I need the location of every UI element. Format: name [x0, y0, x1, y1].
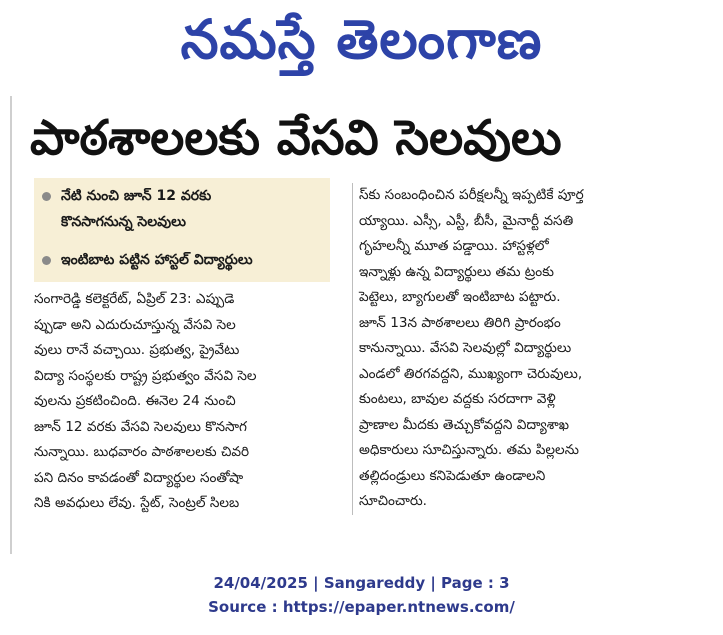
body-line: ఇన్నాళ్లు ఉన్న విద్యార్థులు తమ ట్రంకు	[359, 263, 554, 280]
bullet-icon	[42, 256, 51, 265]
body-line: వులు రానే వచ్చాయి. ప్రభుత్వ, ప్రైవేటు	[34, 342, 240, 358]
footer-meta: 24/04/2025 | Sangareddy | Page : 3	[213, 574, 510, 592]
body-line: విద్యా సంస్థలకు రాష్ట్ర ప్రభుత్వం వేసవి సెల	[34, 367, 257, 384]
body-line: పని దినం కావడంతో విద్యార్థుల సంతోషా	[34, 469, 244, 486]
body-line: ప్పుడా అని ఎదురుచూస్తున్న వేసవి సెల	[34, 316, 236, 333]
body-line: సూచించారు.	[359, 493, 428, 509]
body-line: స్‌కు సంబంధించిన పరీక్షలన్నీ ఇప్పటికే పూర్త	[359, 187, 584, 203]
body-line: య్యాయి. ఎస్సీ, ఎస్టీ, బీసీ, మైనార్టీ వసతి	[359, 212, 574, 229]
body-line: అధికారులు సూచిస్తున్నారు. తమ పిల్లలను	[359, 442, 579, 458]
body-line: జూన్ 12 వరకు వేసవి సెలవులు కొనసాగ	[34, 418, 247, 435]
highlights-box	[34, 178, 330, 282]
newspaper-logo: నమస్తే తెలంగాణ	[180, 7, 543, 71]
masthead	[0, 0, 723, 78]
highlight-1	[42, 184, 211, 209]
highlight-1-continued: కొనసాగనున్న సెలవులు	[61, 214, 186, 230]
highlight-1-line1: నేటి నుంచి జూన్ 12 వరకు	[61, 188, 212, 204]
article-left-column	[34, 287, 334, 517]
bullet-icon	[42, 192, 51, 201]
footer-source: Source : https://epaper.ntnews.com/	[208, 598, 515, 616]
body-line: వులను ప్రకటించింది. ఈనెల 24 నుంచి	[34, 393, 236, 409]
body-line: గృహలన్నీ మూత పడ్డాయి. హాస్టళ్లలో	[359, 238, 549, 254]
highlight-2-line1: ఇంటిబాట పట్టిన హాస్టల్ విద్యార్థులు	[61, 252, 253, 268]
body-line: కుంటలు, బావుల వద్దకు సరదాగా వెళ్లి	[359, 391, 556, 407]
body-line: ఎండలో తిరగవద్దని, ముఖ్యంగా చెరువులు,	[359, 365, 583, 382]
article-right-column	[352, 183, 673, 515]
body-line: నున్నాయి. బుధవారం పాఠశాలలకు చివరి	[34, 444, 250, 460]
body-line: పెట్టెలు, బ్యాగులతో ఇంటిబాట పట్టారు.	[359, 289, 561, 305]
article-headline: పాఠశాలలకు వేసవి సెలవులు	[30, 110, 562, 166]
body-line: జూన్ 13న పాఠశాలలు తిరిగి ప్రారంభం	[359, 314, 561, 331]
body-line: కానున్నాయి. వేసవి సెలవుల్లో విద్యార్థులు	[359, 340, 572, 356]
body-line: తల్లిదండ్రులు కనిపెడుతూ ఉండాలని	[359, 467, 546, 484]
body-line: నికి అవధులు లేవు. స్టేట్, సెంట్రల్ సిలబ	[34, 495, 240, 511]
body-line: ప్రాణాల మీదకు తెచ్చుకోవద్దని విద్యాశాఖ	[359, 416, 570, 433]
highlight-2	[42, 248, 253, 273]
footer	[0, 571, 723, 619]
body-line: సంగారెడ్డి కలెక్టరేట్, ఏప్రిల్ 23: ఎప్పుడె	[34, 291, 235, 307]
